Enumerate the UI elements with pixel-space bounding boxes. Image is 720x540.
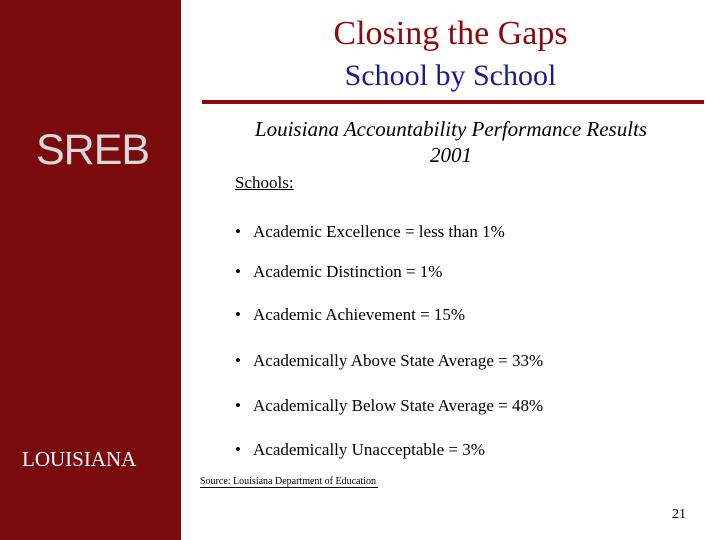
page-subtitle: School by School: [344, 59, 557, 92]
bullet-icon: •: [235, 396, 241, 415]
title-divider: [202, 100, 704, 104]
list-item: [235, 305, 465, 325]
list-item: [235, 396, 543, 416]
schools-label: Schools:: [235, 173, 294, 192]
list-item-text: Academic Distinction = 1%: [253, 262, 443, 281]
bullet-icon: •: [235, 351, 241, 370]
sreb-logo: SREB: [36, 126, 150, 174]
list-item-text: Academic Excellence = less than 1%: [253, 222, 505, 241]
list-item: [235, 440, 485, 460]
bullet-icon: •: [235, 262, 241, 281]
list-item: [235, 351, 543, 371]
list-item: [235, 262, 442, 282]
state-label: LOUISIANA: [22, 447, 137, 471]
page-number: 21: [672, 507, 686, 522]
report-heading-year: 2001: [430, 143, 472, 167]
list-item-text: Academically Below State Average = 48%: [253, 396, 544, 415]
source-note: Source: Louisiana Department of Education: [200, 476, 377, 487]
list-item-text: Academic Achievement = 15%: [253, 305, 466, 324]
list-item-text: Academically Above State Average = 33%: [253, 351, 544, 370]
sidebar: [0, 0, 181, 540]
source-underline: [200, 487, 378, 488]
list-item: [235, 222, 505, 242]
bullet-icon: •: [235, 222, 241, 241]
report-heading: [226, 116, 676, 168]
list-item-text: Academically Unacceptable = 3%: [253, 440, 485, 459]
page-title: Closing the Gaps: [333, 15, 568, 52]
report-heading-line1: Louisiana Accountability Performance Results: [254, 117, 648, 141]
bullet-icon: •: [235, 305, 241, 324]
bullet-icon: •: [235, 440, 241, 459]
